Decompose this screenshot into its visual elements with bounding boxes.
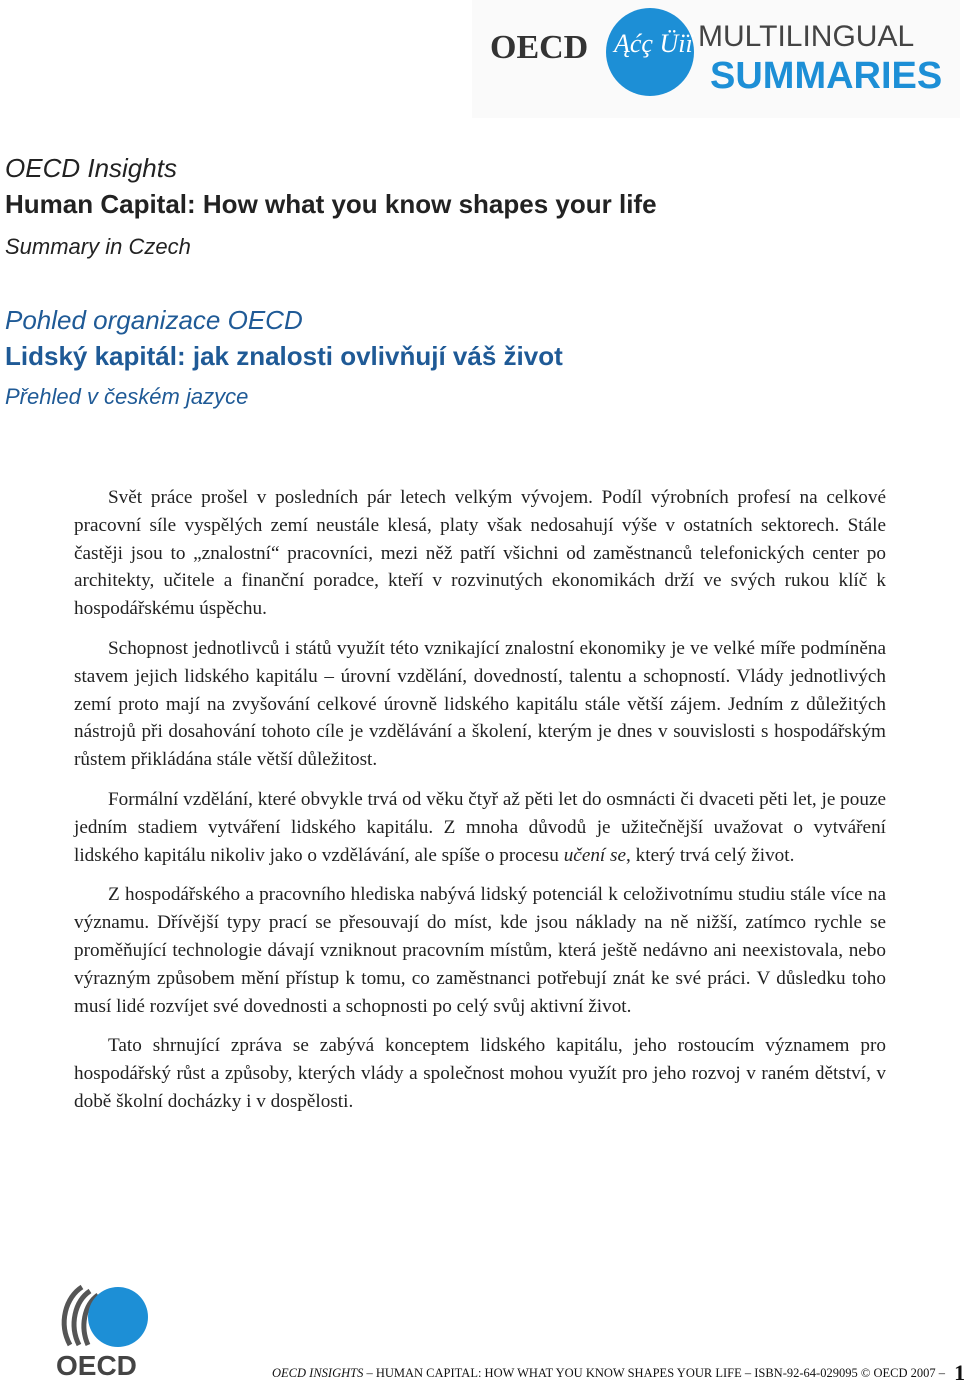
logo-summaries-text: SUMMARIES [710, 55, 943, 97]
book-title: Human Capital: How what you know shapes your life [5, 189, 657, 219]
paragraph-3 [74, 786, 886, 869]
logo-multilingual-text: MULTILINGUAL [698, 20, 915, 53]
footer-series: OECD INSIGHTS [272, 1366, 364, 1380]
paragraph-3-text-b: , který trvá celý život. [626, 844, 795, 866]
oecd-footer-logo [52, 1283, 152, 1379]
cz-series-title: Pohled organizace OECD [5, 305, 303, 335]
paragraph-1: Svět práce prošel v posledních pár letech velkým vývojem. Podíl výrobních profesí na celkové pracovní síle vyspělých zemí neustále klesá, platy však nedosahují výše v ostatních sektorech. Stále častěji jsou to „znalostní“ pracovníci, mezi něž patří všichni od zaměstnanců telefonických center po architekty, učitele a finanční poradce, kteří v rozvinutých ekonomikách drží ve svých rukou klíč k hospodářskému úspěchu. [74, 487, 886, 620]
paragraph-4: Z hospodářského a pracovního hlediska nabývá lidský potenciál k celoživotnímu studiu stále více na významu. Dřívější typy prací se přesouvají do míst, kde jsou náklady na ně nižší, zatímco rychle se proměňující technologie dávají vzniknout pracovním místům, která ještě nedávno ani neexistovala, nebo výrazným způsobem mění přístup k tomu, co zaměstnanci potřebují znát ke své práci. V důsledku toho musí lidé rozvíjet své dovednosti a schopnosti po celý svůj aktivní život. [74, 884, 886, 1017]
footer-logo-text: OECD [56, 1350, 137, 1381]
paragraph-3-text-a: Formální vzdělání, které obvykle trvá od věku čtyř až pěti let do osmnácti či dvaceti pěti let, je pouze jedním stadiem vytváření lidského kapitálu. Z mnoha důvodů je užitečnější uvažovat o vytváření lidského kapitálu nikoliv jako o vzdělávání, ale spíše o procesu [74, 788, 886, 866]
page-number: 1 [954, 1360, 965, 1385]
title-block [5, 150, 945, 412]
logo-letters: Ąćç Üiï [614, 29, 693, 58]
oecd-multilingual-summaries-logo [472, 0, 960, 118]
footer-citation [272, 1360, 965, 1386]
cz-summary-language: Přehled v českém jazyce [5, 384, 249, 409]
paragraph-5: Tato shrnující zpráva se zabývá konceptem lidského kapitálu, jeho rostoucím významem pro hospodářský růst a způsoby, kterých vlády a společnost mohou využít pro jeho rozvoj v raném dětství, v době školní docházky i v dospělosti. [74, 1035, 886, 1112]
cz-book-title: Lidský kapitál: jak znalosti ovlivňují váš život [5, 341, 563, 371]
footer-title: – HUMAN CAPITAL: HOW WHAT YOU KNOW SHAPES YOUR LIFE – ISBN-92-64-029095 © OECD 2007 – [363, 1366, 949, 1380]
body-text [74, 484, 886, 1128]
series-title: OECD Insights [5, 153, 177, 183]
paragraph-3-emphasis: učení se [563, 844, 627, 866]
paragraph-2: Schopnost jednotlivců i států využít této vznikající znalostní ekonomiky je ve velké míře podmíněna stavem jejich lidského kapitálu – úrovní vzdělání, dovedností, talentu a schopností. Vlády jednotlivých zemí proto mají na zvyšování celkové úrovně lidského kapitálu stále větší zájem. Jedním z důležitých nástrojů při dosahování tohoto cíle je vzdělávání a školení, kterým je dnes v souvislosti s hospodářským růstem přikládána stále větší důležitost. [74, 637, 886, 771]
summary-language: Summary in Czech [5, 234, 191, 259]
logo-oecd-text: OECD [490, 29, 589, 66]
globe-icon [88, 1287, 148, 1347]
